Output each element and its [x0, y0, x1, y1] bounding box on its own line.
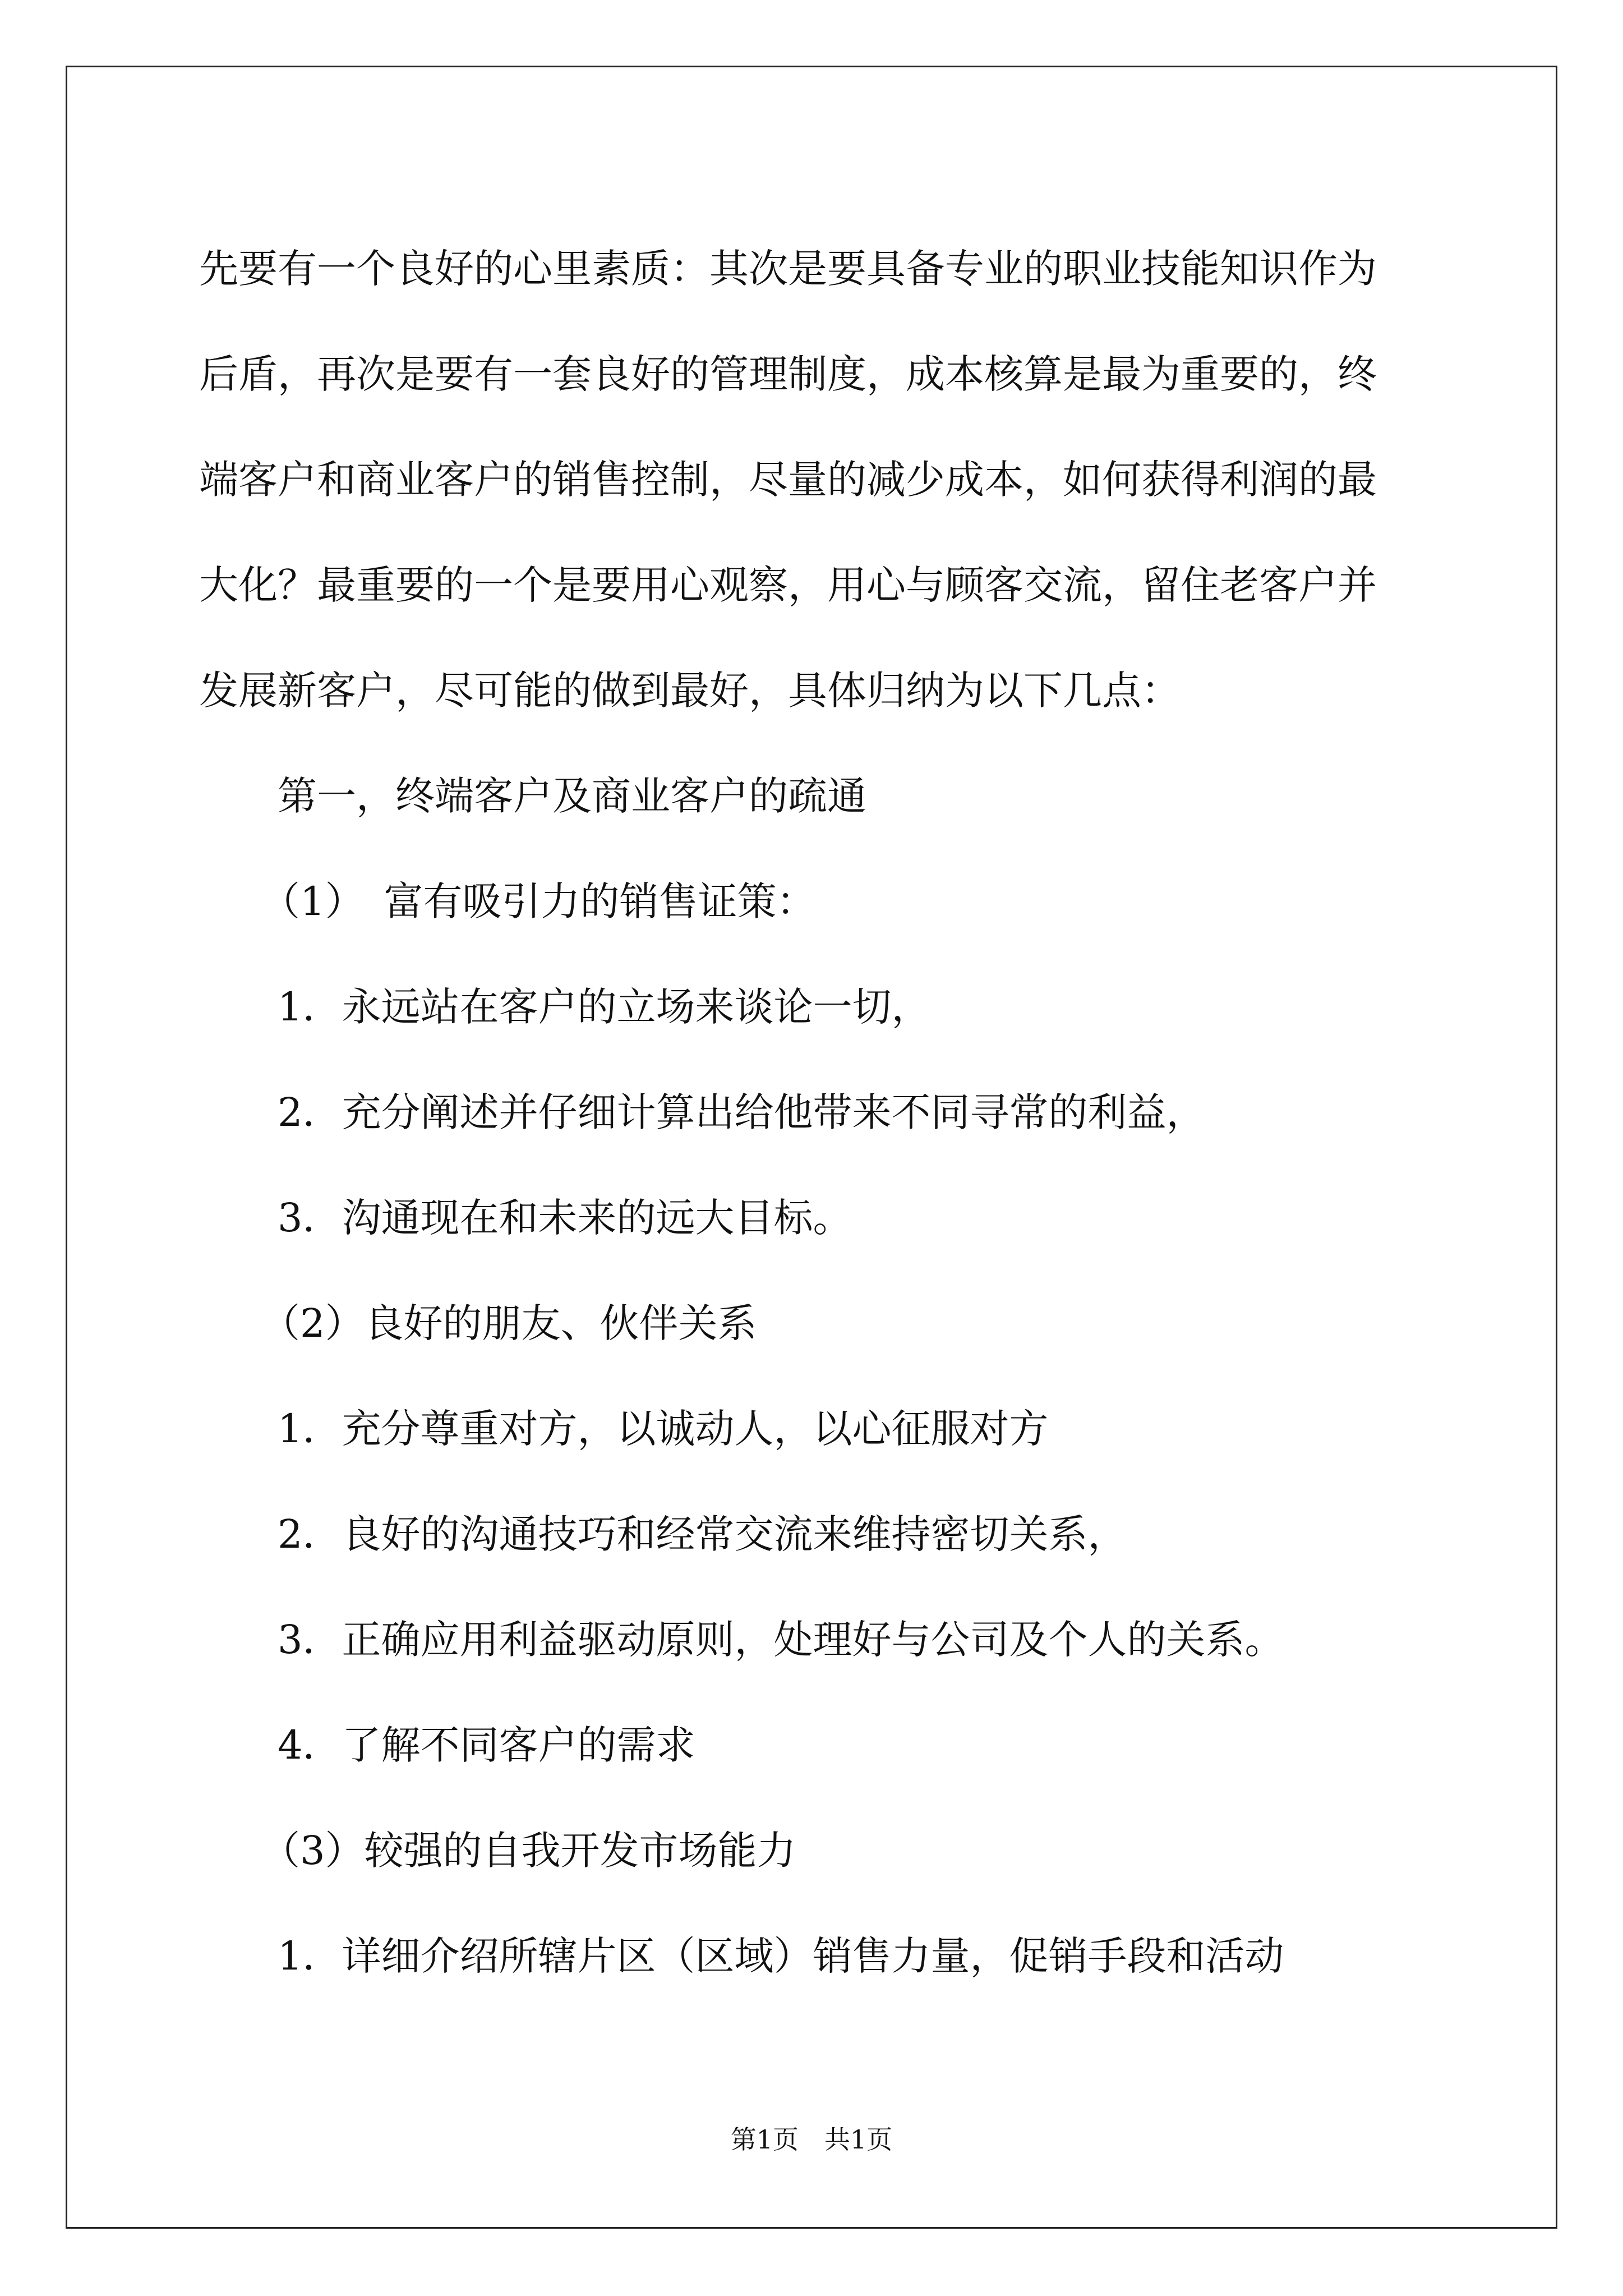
intro-paragraph: [199, 216, 1427, 743]
intro-line: 大化？最重要的一个是要用心观察，用心与顾客交流，留住老客户并: [199, 562, 1377, 608]
subsection-title-3: （3）较强的自我开发市场能力: [261, 1828, 796, 1874]
intro-line: 先要有一个良好的心里素质：其次是要具备专业的职业技能知识作为: [199, 246, 1377, 292]
document-body: [199, 216, 1427, 2009]
list-item: 2．良好的沟通技巧和经常交流来维持密切关系，: [278, 1511, 1127, 1557]
list-item: 4．了解不同客户的需求: [278, 1722, 695, 1768]
intro-line: 后盾，再次是要有一套良好的管理制度，成本核算是最为重要的，终: [199, 351, 1377, 397]
subsection-title-1: （1） 富有吸引力的销售证策：: [261, 878, 816, 924]
subsection-title-2: （2）良好的朋友、伙伴关系: [261, 1300, 757, 1346]
list-item: 3．沟通现在和未来的远大目标。: [278, 1195, 852, 1241]
intro-line: 发展新客户，尽可能的做到最好，具体归纳为以下几点：: [199, 668, 1181, 714]
page-footer: 第1页 共1页: [730, 2124, 893, 2155]
intro-line: 端客户和商业客户的销售控制，尽量的减少成本，如何获得利润的最: [199, 457, 1377, 503]
list-item: 1．详细介绍所辖片区（区域）销售力量，促销手段和活动: [278, 1933, 1284, 1979]
section-heading: 第一，终端客户及商业客户的疏通: [278, 773, 866, 819]
list-item: 1．充分尊重对方，以诚动人，以心征服对方: [278, 1406, 1049, 1452]
list-item: 2．充分阐述并仔细计算出给他带来不同寻常的利益，: [278, 1089, 1206, 1135]
list-item: 1．永远站在客户的立场来谈论一切，: [278, 984, 931, 1030]
list-item: 3．正确应用利益驱动原则，处理好与公司及个人的关系。: [278, 1617, 1284, 1663]
